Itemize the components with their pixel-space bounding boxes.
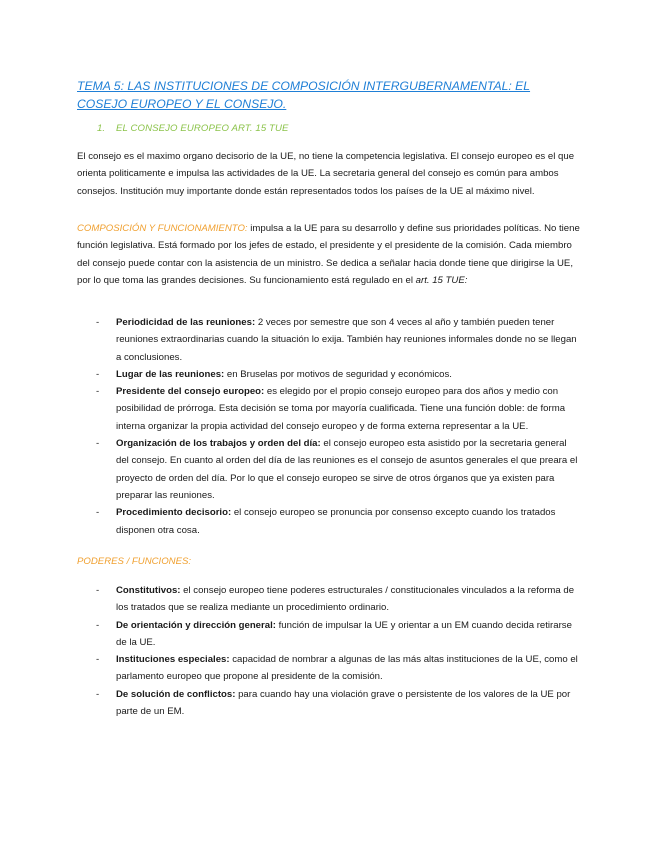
list-item xyxy=(0,617,579,652)
list-item xyxy=(0,686,579,721)
section-number: 1. xyxy=(97,123,106,134)
list-item-text: 2 veces por semestre que son 4 veces al año y también pueden tener reuniones extraordinarias cuando la situación lo exija. También hay reuniones informales donde no se llegan a conclusiones. xyxy=(116,317,577,363)
list-item-text: el consejo europeo esta asistido por la secretaria general del consejo. En cuanto al orden del día de las reuniones es el consejo de asuntos generales el que preara el proyecto de orden del día. Por lo que el consejo europeo se sirve de otros órganos que ya existen para preparar las reuniones. xyxy=(116,438,578,501)
list-item-text: para cuando hay una violación grave o persistente de los valores de la UE por parte de un EM. xyxy=(116,688,571,718)
list-item xyxy=(0,582,579,617)
list-item-text: es elegido por el propio consejo europeo para dos años y medio con posibilidad de prórroga. Esta decisión se toma por mayoría cualificada. Tiene una función doble: de forma interna organizar la propia actividad del consejo europeo y de forma externa representar a la UE. xyxy=(116,386,566,432)
list-item xyxy=(0,314,579,366)
list-item-term: Organización de los trabajos y orden del día: xyxy=(116,438,321,450)
bullet-dash: - xyxy=(96,386,100,398)
list-item xyxy=(0,366,579,383)
list-item xyxy=(0,383,579,435)
bullet-dash: - xyxy=(96,688,100,700)
list-item xyxy=(0,435,579,504)
bullet-dash: - xyxy=(96,585,100,596)
list-item-term: Constitutivos: xyxy=(116,585,181,596)
list-item-text: en Bruselas por motivos de seguridad y económicos. xyxy=(224,368,452,380)
list-item-term: Periodicidad de las reuniones: xyxy=(116,317,256,328)
powers-list xyxy=(0,582,655,720)
bullet-dash: - xyxy=(96,317,100,328)
list-item-text: capacidad de nombrar a algunas de las más altas instituciones de la UE, como el parlamento europeo que propone al presidente de la comisión. xyxy=(116,654,578,683)
list-item-term: De orientación y dirección general: xyxy=(116,619,276,631)
powers-heading: PODERES / FUNCIONES: xyxy=(77,556,192,567)
composition-paragraph xyxy=(77,220,582,289)
bullet-dash: - xyxy=(96,438,100,450)
composition-label: COMPOSICIÓN Y FUNCIONAMIENTO: xyxy=(77,223,248,234)
list-item-text: el consejo europeo se pronuncia por consenso excepto cuando los tratados disponen otra cosa. xyxy=(116,507,556,536)
bullet-dash: - xyxy=(96,507,100,519)
intro-paragraph: El consejo es el maximo organo decisorio de la UE, no tiene la competencia legislativa. El consejo europeo es el que orienta politicamente e impulsa las actividades de la UE. La secretaria general del consejo es común para ambos consejos. Institución muy importante donde están representados todos los países de la UE al máximo nivel. xyxy=(77,151,575,197)
document-title: TEMA 5: LAS INSTITUCIONES DE COMPOSICIÓN INTERGUBERNAMENTAL: EL COSEJO EUROPEO Y EL CONSEJO. xyxy=(77,79,531,111)
list-item xyxy=(0,504,579,539)
section-heading-text: EL CONSEJO EUROPEO ART. 15 TUE xyxy=(116,123,289,134)
bullet-dash: - xyxy=(96,654,100,666)
list-item-term: Presidente del consejo europeo: xyxy=(116,386,265,398)
composition-ref: art. 15 TUE: xyxy=(415,274,468,286)
composition-text: impulsa a la UE para su desarrollo y define sus prioridades políticas. No tiene función legislativa. Está formado por los jefes de estado, el presidente y el presidente de la comisión. Cada miembro del consejo puede contar con la asistencia de un ministro. Se dedica a señalar hacia donde tiene que dirigirse la UE, por lo que toma las grandes decisiones. Su funcionamiento está regulado en el xyxy=(77,223,580,286)
list-item-term: Lugar de las reuniones: xyxy=(116,368,225,380)
list-item-text: función de impulsar la UE y orientar a un EM cuando decida retirarse de la UE. xyxy=(116,619,572,648)
list-item-text: el consejo europeo tiene poderes estructurales / constitucionales vinculados a la reforma de los tratados que se realiza mediante un procedimiento ordinario. xyxy=(116,585,575,614)
list-item-term: Instituciones especiales: xyxy=(116,654,230,666)
section-heading xyxy=(97,123,289,134)
bullet-dash: - xyxy=(96,619,100,631)
bullet-dash: - xyxy=(96,368,100,380)
functioning-list xyxy=(0,314,655,539)
list-item xyxy=(0,651,579,686)
list-item-term: Procedimiento decisorio: xyxy=(116,507,232,519)
list-item-term: De solución de conflictos: xyxy=(116,688,236,700)
